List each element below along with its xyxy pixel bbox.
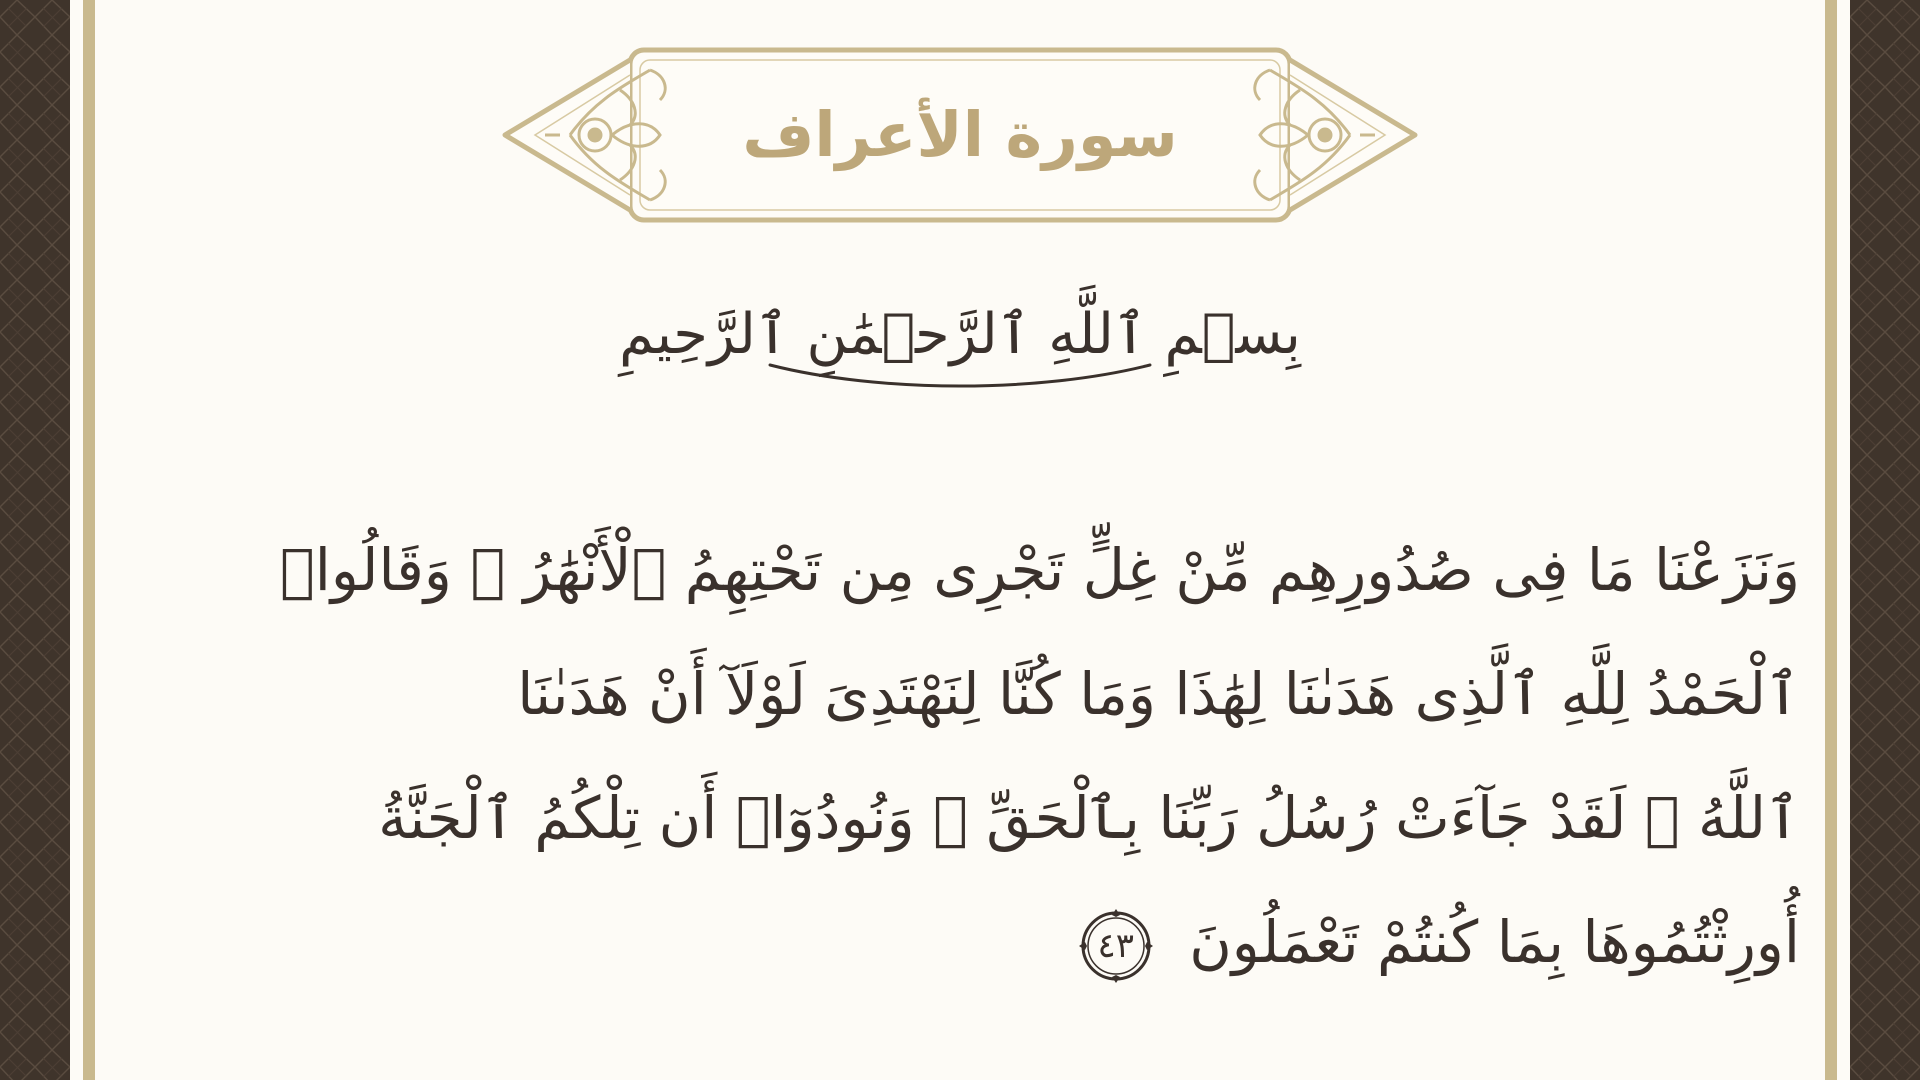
verse-line-1: وَنَزَعْنَا مَا فِى صُدُورِهِم مِّنْ غِلٍّ تَجْرِى مِن تَحْتِهِمُ ٱلْأَنْهَٰرُ ۖ وَقَالُوا۟: [279, 536, 1800, 604]
ayah-number: ٤٣: [1097, 925, 1135, 966]
surah-title-frame: [500, 40, 1420, 230]
verse-text: [230, 508, 1800, 1004]
right-ornamental-border: [1850, 0, 1920, 1080]
calligraphy-swash-icon: [760, 355, 1160, 395]
verse-line-3: ٱللَّهُ ۖ لَقَدْ جَآءَتْ رُسُلُ رَبِّنَا بِٱلْحَقِّ ۖ وَنُودُوٓا۟ أَن تِلْكُمُ ٱلْجَنَّةُ: [378, 784, 1800, 852]
left-ornamental-border: [0, 0, 70, 1080]
verse-line-4-text: أُورِثْتُمُوهَا بِمَا كُنتُمْ تَعْمَلُونَ: [1189, 908, 1800, 976]
surah-title: سورة الأعراف: [742, 98, 1178, 171]
left-gold-rule: [83, 0, 95, 1080]
ayah-end-marker: [1077, 907, 1155, 985]
basmala: بِسۡمِ ٱللَّهِ ٱلرَّحۡمَٰنِ ٱلرَّحِيمِ: [619, 302, 1301, 367]
verse-line-4: [230, 880, 1800, 1004]
verse-line-2: ٱلْحَمْدُ لِلَّهِ ٱلَّذِى هَدَىٰنَا لِهَٰذَا وَمَا كُنَّا لِنَهْتَدِىَ لَوْلَآ أَنْ هَدَىٰنَا: [517, 660, 1800, 728]
right-gold-rule: [1825, 0, 1837, 1080]
